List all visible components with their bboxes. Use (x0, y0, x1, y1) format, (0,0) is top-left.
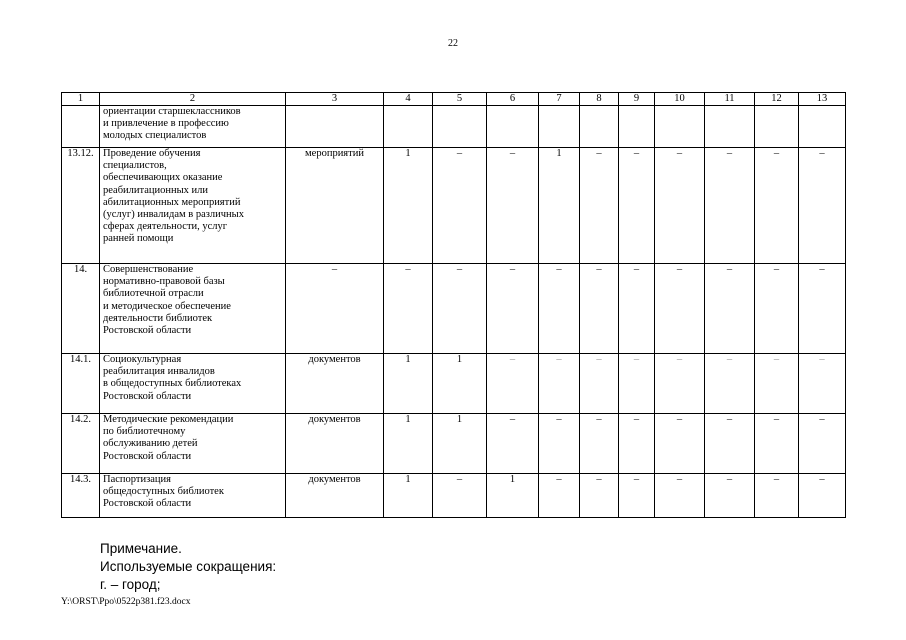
value-cell: 1 (433, 414, 487, 474)
value-cell: 1 (384, 474, 433, 518)
value-cell: – (619, 474, 655, 518)
value-cell (705, 106, 755, 148)
value-cell (799, 106, 846, 148)
value-cell: – (705, 264, 755, 354)
value-cell (619, 106, 655, 148)
row-unit (286, 106, 384, 148)
value-cell (580, 106, 619, 148)
row-name: ориентации старшеклассников и привлечение в профессию молодых специалистов (100, 106, 286, 148)
header-cell: 11 (705, 93, 755, 106)
value-cell: – (539, 264, 580, 354)
header-cell: 8 (580, 93, 619, 106)
header-cell: 6 (487, 93, 539, 106)
value-cell: – (705, 474, 755, 518)
value-cell: – (580, 148, 619, 264)
value-cell: 1 (433, 354, 487, 414)
row-number: 14. (62, 264, 100, 354)
value-cell (384, 106, 433, 148)
value-cell: – (755, 414, 799, 474)
row-number (62, 106, 100, 148)
value-cell: – (799, 264, 846, 354)
value-cell: 1 (384, 354, 433, 414)
note-title: Примечание. (100, 541, 182, 556)
value-cell: – (755, 474, 799, 518)
table-row (62, 354, 846, 414)
table-header-row (62, 93, 846, 106)
value-cell: – (539, 414, 580, 474)
table-row (62, 264, 846, 354)
value-cell: – (580, 354, 619, 414)
abbreviation-item: г. – город; (100, 577, 161, 592)
table-body (62, 93, 846, 518)
file-path: Y:\ORST\Ppo\0522p381.f23.docx (61, 597, 191, 607)
value-cell: – (799, 474, 846, 518)
value-cell: – (487, 264, 539, 354)
value-cell (755, 106, 799, 148)
value-cell (655, 106, 705, 148)
header-cell: 12 (755, 93, 799, 106)
row-unit: мероприятий (286, 148, 384, 264)
row-number: 14.1. (62, 354, 100, 414)
value-cell: – (433, 264, 487, 354)
value-cell: – (619, 354, 655, 414)
data-table (61, 92, 846, 518)
abbreviations-intro: Используемые сокращения: (100, 559, 277, 574)
table-row (62, 106, 846, 148)
header-cell: 3 (286, 93, 384, 106)
value-cell: – (705, 414, 755, 474)
header-cell: 9 (619, 93, 655, 106)
row-number: 13.12. (62, 148, 100, 264)
header-cell: 2 (100, 93, 286, 106)
value-cell: 1 (487, 474, 539, 518)
value-cell: – (655, 474, 705, 518)
row-name: Паспортизация общедоступных библиотек Ростовской области (100, 474, 286, 518)
value-cell: – (487, 414, 539, 474)
value-cell (539, 106, 580, 148)
header-cell: 1 (62, 93, 100, 106)
value-cell: – (619, 148, 655, 264)
header-cell: 7 (539, 93, 580, 106)
value-cell: – (799, 414, 846, 474)
value-cell: – (619, 414, 655, 474)
row-number: 14.2. (62, 414, 100, 474)
note-block (100, 540, 276, 594)
value-cell: – (539, 474, 580, 518)
row-number: 14.3. (62, 474, 100, 518)
value-cell: – (705, 354, 755, 414)
value-cell: – (655, 354, 705, 414)
row-unit: документов (286, 414, 384, 474)
value-cell: – (580, 264, 619, 354)
value-cell: – (755, 148, 799, 264)
row-name: Проведение обучения специалистов, обеспечивающих оказание реабилитационных или абилитационных мероприятий (услуг) инвалидам в различных сферах деятельности, услуг ранней помощи (100, 148, 286, 264)
value-cell: – (755, 264, 799, 354)
value-cell: – (655, 148, 705, 264)
value-cell: – (384, 264, 433, 354)
header-cell: 13 (799, 93, 846, 106)
value-cell: 1 (384, 148, 433, 264)
row-name: Методические рекомендации по библиотечному обслуживанию детей Ростовской области (100, 414, 286, 474)
value-cell: – (655, 414, 705, 474)
value-cell: – (619, 264, 655, 354)
header-cell: 4 (384, 93, 433, 106)
value-cell: – (799, 148, 846, 264)
value-cell: – (705, 148, 755, 264)
value-cell: – (487, 354, 539, 414)
value-cell: – (539, 354, 580, 414)
value-cell: – (433, 474, 487, 518)
header-cell: 5 (433, 93, 487, 106)
value-cell: 1 (384, 414, 433, 474)
value-cell: – (580, 474, 619, 518)
header-cell: 10 (655, 93, 705, 106)
row-unit: документов (286, 354, 384, 414)
row-name: Социокультурная реабилитация инвалидов в общедоступных библиотеках Ростовской области (100, 354, 286, 414)
value-cell: – (799, 354, 846, 414)
value-cell: – (755, 354, 799, 414)
value-cell: – (580, 414, 619, 474)
row-unit: документов (286, 474, 384, 518)
table-row (62, 474, 846, 518)
value-cell: – (487, 148, 539, 264)
value-cell: – (655, 264, 705, 354)
value-cell (433, 106, 487, 148)
row-unit: – (286, 264, 384, 354)
value-cell: 1 (539, 148, 580, 264)
table-row (62, 414, 846, 474)
page-number: 22 (448, 38, 458, 49)
row-name: Совершенствование нормативно-правовой базы библиотечной отрасли и методическое обеспечение деятельности библиотек Ростовской области (100, 264, 286, 354)
value-cell (487, 106, 539, 148)
table-row (62, 148, 846, 264)
value-cell: – (433, 148, 487, 264)
